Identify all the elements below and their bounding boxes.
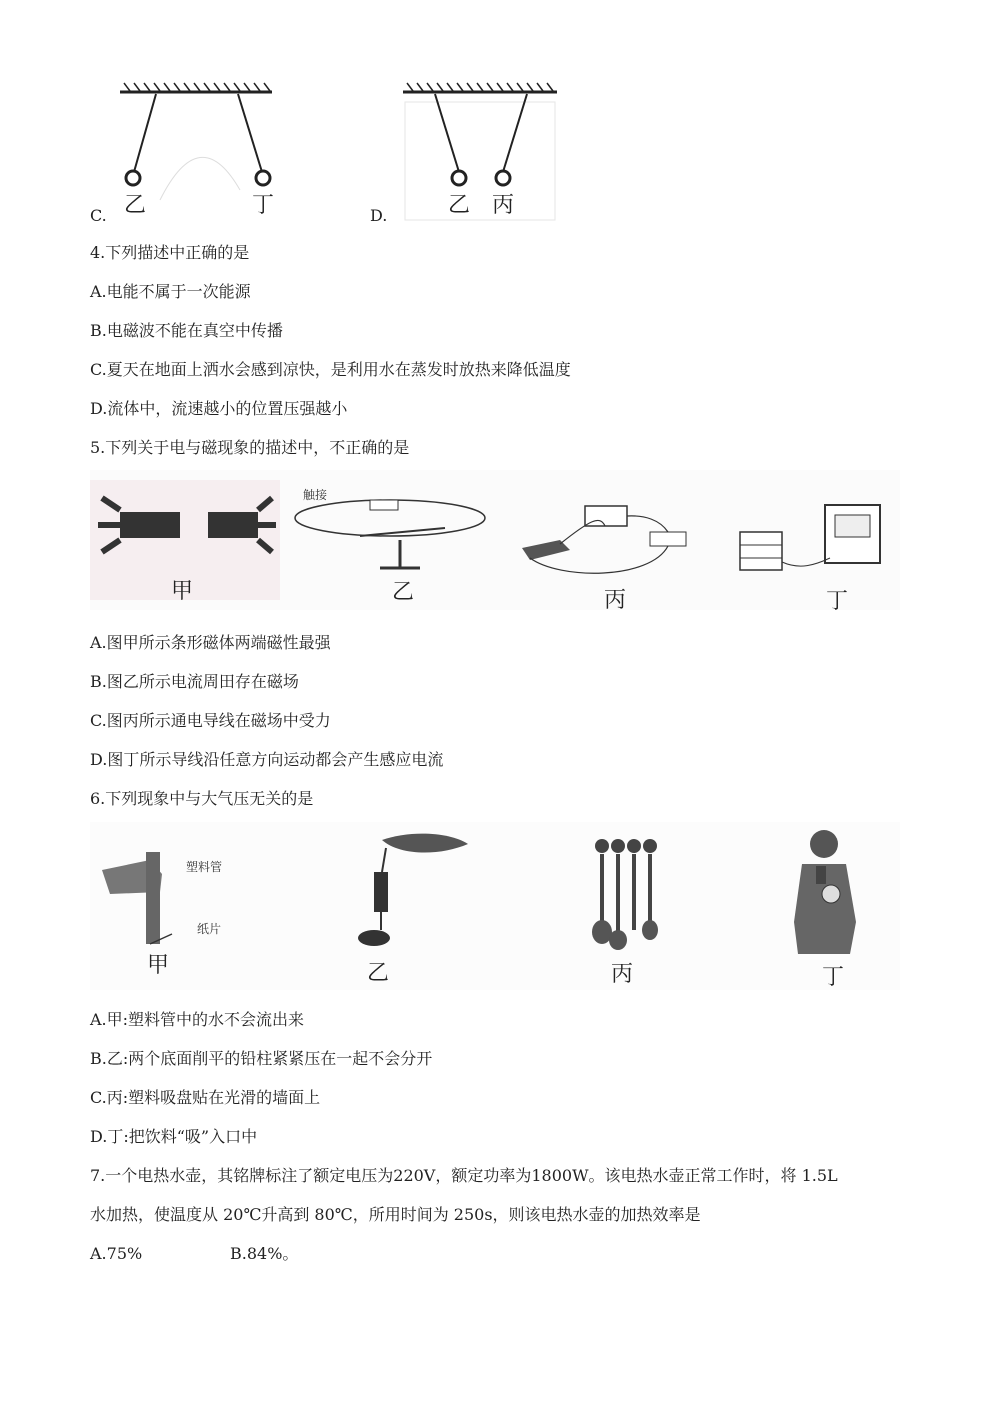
q5-touch-label: 触接 xyxy=(303,488,328,502)
q5-option-d: D.图丁所示导线沿任意方向运动都会产生感应电流 xyxy=(90,750,444,769)
q6-option-d: D.丁:把饮料“吸”入口中 xyxy=(90,1127,258,1146)
q3-d-ball-right-label: 丙 xyxy=(492,193,515,218)
q4-option-b: B.电磁波不能在真空中传播 xyxy=(90,321,283,340)
q6-option-b: B.乙:两个底面削平的铅柱紧紧压在一起不会分开 xyxy=(90,1049,433,1068)
q6-figure-strip xyxy=(90,822,900,990)
q6-stem: 6.下列现象中与大气压无关的是 xyxy=(90,789,314,808)
q4-option-a: A.电能不属于一次能源 xyxy=(90,282,251,301)
q6-figure-label-ding: 丁 xyxy=(822,965,845,990)
q5-option-b: B.图乙所示电流周田存在磁场 xyxy=(90,672,299,691)
q3-option-c-prefix: C. xyxy=(90,206,107,225)
q6-tube-label: 塑料管 xyxy=(186,860,223,874)
q5-stem: 5.下列关于电与磁现象的描述中，不正确的是 xyxy=(90,438,410,457)
q6-option-c: C.丙:塑料吸盘贴在光滑的墙面上 xyxy=(90,1088,321,1107)
q6-figure-label-bing: 丙 xyxy=(611,962,634,987)
q6-figure-label-yi: 乙 xyxy=(367,961,390,986)
q4-stem: 4.下列描述中正确的是 xyxy=(90,243,250,262)
q7-option-a: A.75% xyxy=(90,1244,143,1263)
q5-figure-label-bing: 丙 xyxy=(604,588,627,613)
q5-option-c: C.图丙所示通电导线在磁场中受力 xyxy=(90,711,331,730)
q7-stem-line1: 7.一个电热水壶，其铭牌标注了额定电压为220V，额定功率为1800W。该电热水壶正常工作时，将 1.5L xyxy=(90,1166,838,1185)
q7-option-b: B.84%。 xyxy=(230,1244,299,1263)
q5-figure-label-yi: 乙 xyxy=(392,580,415,605)
q5-figure-label-jia: 甲 xyxy=(171,579,194,604)
q3-d-ball-left-label: 乙 xyxy=(448,193,471,218)
q6-paper-label: 纸片 xyxy=(197,922,222,936)
q3-c-ball-right-label: 丁 xyxy=(252,193,275,218)
q4-option-c: C.夏天在地面上洒水会感到凉快，是利用水在蒸发时放热来降低温度 xyxy=(90,360,571,379)
q3-option-d-figure xyxy=(395,80,560,230)
q5-option-a: A.图甲所示条形磁体两端磁性最强 xyxy=(90,633,331,652)
q6-option-a: A.甲:塑料管中的水不会流出来 xyxy=(90,1010,305,1029)
q5-figure-label-ding: 丁 xyxy=(826,589,849,614)
q3-c-ball-left-label: 乙 xyxy=(124,193,147,218)
q4-option-d: D.流体中，流速越小的位置压强越小 xyxy=(90,399,348,418)
q6-figure-label-jia: 甲 xyxy=(147,953,170,978)
q7-stem-line2: 水加热，使温度从 20℃升高到 80℃，所用时间为 250s，则该电热水壶的加热效率是 xyxy=(90,1205,701,1224)
q5-figure-strip xyxy=(90,470,900,610)
q3-option-d-prefix: D. xyxy=(370,206,388,225)
